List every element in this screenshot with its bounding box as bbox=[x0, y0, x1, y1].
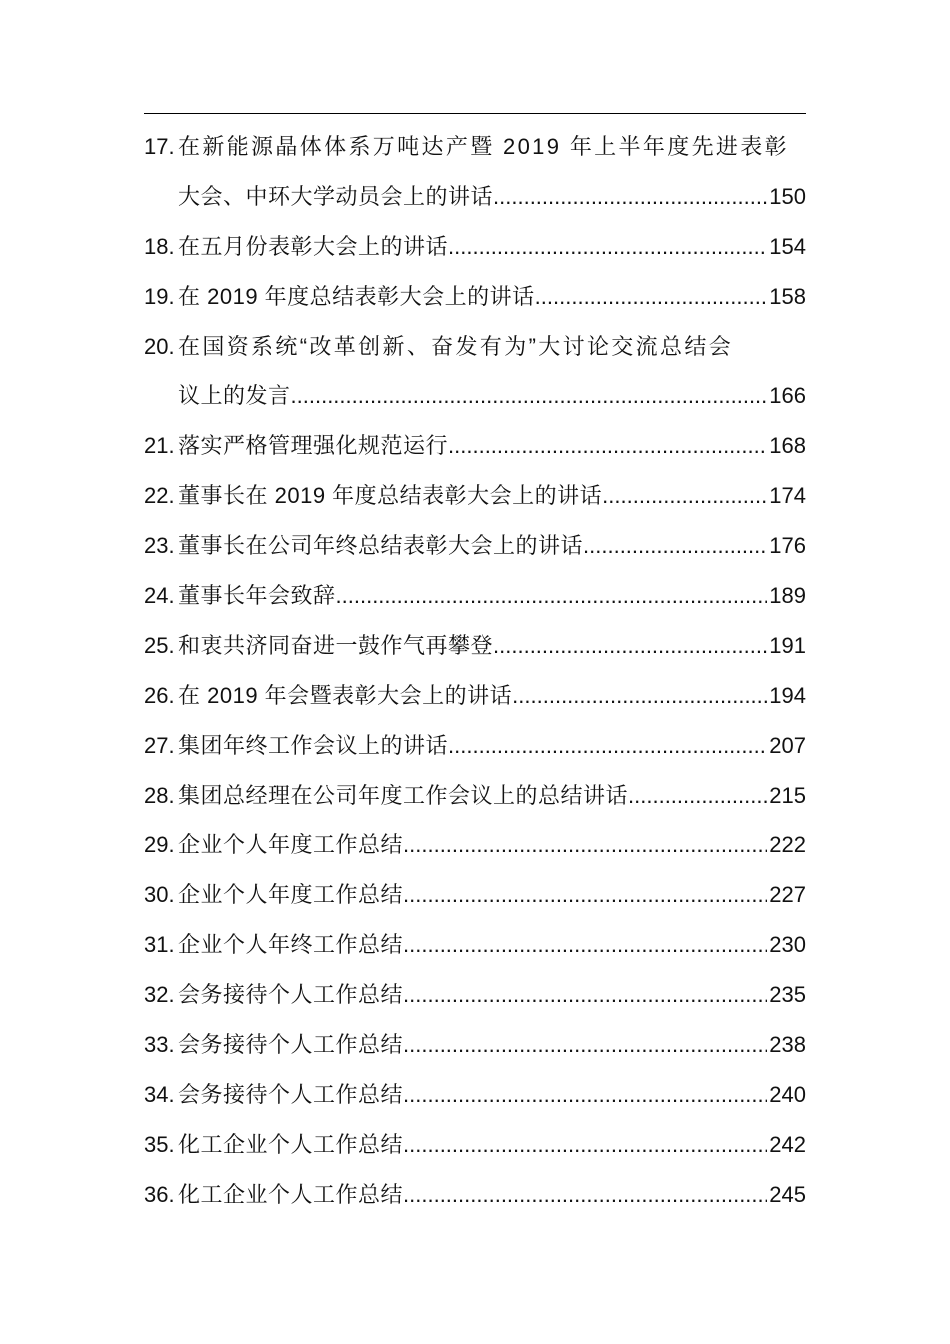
dot-leader bbox=[403, 1120, 767, 1170]
toc-entry-line bbox=[144, 322, 806, 372]
toc-entry-page: 150 bbox=[769, 183, 806, 209]
toc-entry-title: 在新能源晶体体系万吨达产暨 2019 年上半年度先进表彰 bbox=[178, 134, 789, 159]
toc-entry-page: 238 bbox=[769, 1032, 806, 1058]
dot-leader bbox=[403, 870, 767, 920]
toc-entry-title: 集团年终工作会议上的讲话 bbox=[178, 732, 449, 758]
dot-leader bbox=[403, 1070, 767, 1120]
toc-entry-title-cont: 议上的发言 bbox=[178, 383, 291, 409]
toc-entry-32[interactable] bbox=[144, 970, 806, 1020]
toc-entry-24[interactable] bbox=[144, 571, 806, 621]
toc-entry-line bbox=[144, 920, 806, 970]
toc-entry-title: 在国资系统“改革创新、奋发有为”大讨论交流总结会 bbox=[178, 333, 734, 359]
toc-entry-31[interactable] bbox=[144, 920, 806, 970]
toc-entry-number: 23. bbox=[144, 533, 175, 559]
toc-entry-page: 158 bbox=[769, 283, 806, 309]
dot-leader bbox=[336, 571, 768, 621]
toc-entry-number: 17. bbox=[144, 134, 175, 159]
toc-entry-title: 在 2019 年会暨表彰大会上的讲话 bbox=[178, 682, 513, 708]
toc-entry-page: 235 bbox=[769, 982, 806, 1008]
toc-entry-36[interactable] bbox=[144, 1170, 806, 1220]
toc-entry-line bbox=[144, 421, 806, 471]
toc-entry-line bbox=[144, 272, 806, 322]
toc-entry-line bbox=[144, 521, 806, 571]
dot-leader bbox=[535, 272, 768, 322]
toc-entry-26[interactable] bbox=[144, 671, 806, 721]
toc-entry-title: 董事长在 2019 年度总结表彰大会上的讲话 bbox=[178, 483, 603, 509]
dot-leader bbox=[403, 1020, 767, 1070]
dot-leader bbox=[628, 771, 767, 821]
toc-entry-page: 194 bbox=[769, 682, 806, 708]
toc-entry-line bbox=[144, 571, 806, 621]
toc-entry-number: 25. bbox=[144, 632, 175, 658]
toc-entry-page: 168 bbox=[769, 433, 806, 459]
dot-leader bbox=[448, 721, 767, 771]
toc-entry-title: 在五月份表彰大会上的讲话 bbox=[178, 233, 449, 259]
toc-entry-27[interactable] bbox=[144, 721, 806, 771]
toc-entry-title: 集团总经理在公司年度工作会议上的总结讲话 bbox=[178, 782, 629, 808]
toc-entry-number: 31. bbox=[144, 932, 175, 958]
toc-entry-line bbox=[144, 471, 806, 521]
toc-entry-25[interactable] bbox=[144, 621, 806, 671]
header-rule bbox=[144, 113, 806, 114]
toc-entry-number: 33. bbox=[144, 1032, 175, 1058]
toc-entry-page: 166 bbox=[769, 383, 806, 409]
dot-leader bbox=[583, 521, 767, 571]
toc-entry-34[interactable] bbox=[144, 1070, 806, 1120]
toc-entry-number: 21. bbox=[144, 433, 175, 459]
dot-leader bbox=[448, 222, 767, 272]
dot-leader bbox=[493, 621, 767, 671]
toc-entry-title: 董事长年会致辞 bbox=[178, 583, 336, 609]
toc-entry-number: 27. bbox=[144, 732, 175, 758]
toc-entry-number: 29. bbox=[144, 832, 175, 858]
toc-entry-title: 企业个人年度工作总结 bbox=[178, 832, 404, 858]
toc-entry-line bbox=[144, 122, 806, 172]
dot-leader bbox=[403, 1170, 767, 1220]
toc-entry-line bbox=[144, 1020, 806, 1070]
dot-leader bbox=[403, 820, 767, 870]
toc-entry-number: 36. bbox=[144, 1181, 175, 1207]
toc-entry-number: 20. bbox=[144, 333, 175, 359]
toc-entry-title: 落实严格管理强化规范运行 bbox=[178, 433, 449, 459]
toc-entry-page: 176 bbox=[769, 533, 806, 559]
toc-entry-page: 227 bbox=[769, 882, 806, 908]
toc-entry-35[interactable] bbox=[144, 1120, 806, 1170]
toc-entry-line bbox=[144, 721, 806, 771]
toc-entry-page: 222 bbox=[769, 832, 806, 858]
toc-entry-page: 189 bbox=[769, 583, 806, 609]
toc-entry-page: 191 bbox=[769, 632, 806, 658]
dot-leader bbox=[291, 371, 768, 421]
toc-entry-number: 35. bbox=[144, 1131, 175, 1157]
toc-entry-title: 董事长在公司年终总结表彰大会上的讲话 bbox=[178, 533, 584, 559]
toc-entry-title: 会务接待个人工作总结 bbox=[178, 1081, 404, 1107]
dot-leader bbox=[493, 172, 767, 222]
toc-entry-number: 26. bbox=[144, 682, 175, 708]
toc-entry-number: 28. bbox=[144, 782, 175, 808]
toc-entry-30[interactable] bbox=[144, 870, 806, 920]
toc-entry-title: 化工企业个人工作总结 bbox=[178, 1181, 404, 1207]
toc-entry-line bbox=[144, 1170, 806, 1220]
toc-entry-number: 34. bbox=[144, 1081, 175, 1107]
dot-leader bbox=[448, 421, 767, 471]
dot-leader bbox=[512, 671, 767, 721]
dot-leader bbox=[602, 471, 767, 521]
toc-entry-line bbox=[144, 222, 806, 272]
toc-entry-23[interactable] bbox=[144, 521, 806, 571]
toc-entry-page: 154 bbox=[769, 233, 806, 259]
toc-entry-19[interactable] bbox=[144, 272, 806, 322]
toc-entry-line bbox=[144, 970, 806, 1020]
toc-entry-18[interactable] bbox=[144, 222, 806, 272]
toc-entry-page: 245 bbox=[769, 1181, 806, 1207]
toc-entry-title: 会务接待个人工作总结 bbox=[178, 982, 404, 1008]
toc-entry-continuation bbox=[144, 172, 806, 222]
table-of-contents bbox=[144, 122, 806, 1220]
toc-entry-title: 企业个人年度工作总结 bbox=[178, 882, 404, 908]
toc-entry-17[interactable] bbox=[144, 122, 806, 222]
toc-entry-title: 化工企业个人工作总结 bbox=[178, 1131, 404, 1157]
toc-entry-page: 207 bbox=[769, 732, 806, 758]
toc-entry-number: 32. bbox=[144, 982, 175, 1008]
toc-entry-page: 240 bbox=[769, 1081, 806, 1107]
toc-entry-page: 230 bbox=[769, 932, 806, 958]
toc-entry-21[interactable] bbox=[144, 421, 806, 471]
toc-entry-line bbox=[144, 771, 806, 821]
toc-entry-22[interactable] bbox=[144, 471, 806, 521]
toc-entry-page: 242 bbox=[769, 1131, 806, 1157]
toc-entry-title: 会务接待个人工作总结 bbox=[178, 1032, 404, 1058]
toc-entry-number: 19. bbox=[144, 283, 175, 309]
toc-entry-continuation bbox=[144, 371, 806, 421]
toc-entry-line bbox=[144, 671, 806, 721]
toc-entry-number: 30. bbox=[144, 882, 175, 908]
toc-entry-line bbox=[144, 870, 806, 920]
dot-leader bbox=[403, 970, 767, 1020]
toc-entry-line bbox=[144, 1120, 806, 1170]
toc-entry-line bbox=[144, 820, 806, 870]
toc-entry-33[interactable] bbox=[144, 1020, 806, 1070]
toc-entry-20[interactable] bbox=[144, 322, 806, 422]
toc-entry-title: 和衷共济同奋进一鼓作气再攀登 bbox=[178, 632, 494, 658]
toc-entry-29[interactable] bbox=[144, 820, 806, 870]
dot-leader bbox=[403, 920, 767, 970]
toc-entry-line bbox=[144, 1070, 806, 1120]
toc-entry-number: 24. bbox=[144, 583, 175, 609]
toc-entry-line bbox=[144, 621, 806, 671]
toc-entry-page: 215 bbox=[769, 782, 806, 808]
toc-entry-page: 174 bbox=[769, 483, 806, 509]
toc-entry-title: 在 2019 年度总结表彰大会上的讲话 bbox=[178, 283, 535, 309]
toc-entry-title: 企业个人年终工作总结 bbox=[178, 932, 404, 958]
toc-entry-28[interactable] bbox=[144, 771, 806, 821]
toc-entry-number: 18. bbox=[144, 233, 175, 259]
toc-entry-title-cont: 大会、中环大学动员会上的讲话 bbox=[178, 183, 494, 209]
toc-entry-number: 22. bbox=[144, 483, 175, 509]
